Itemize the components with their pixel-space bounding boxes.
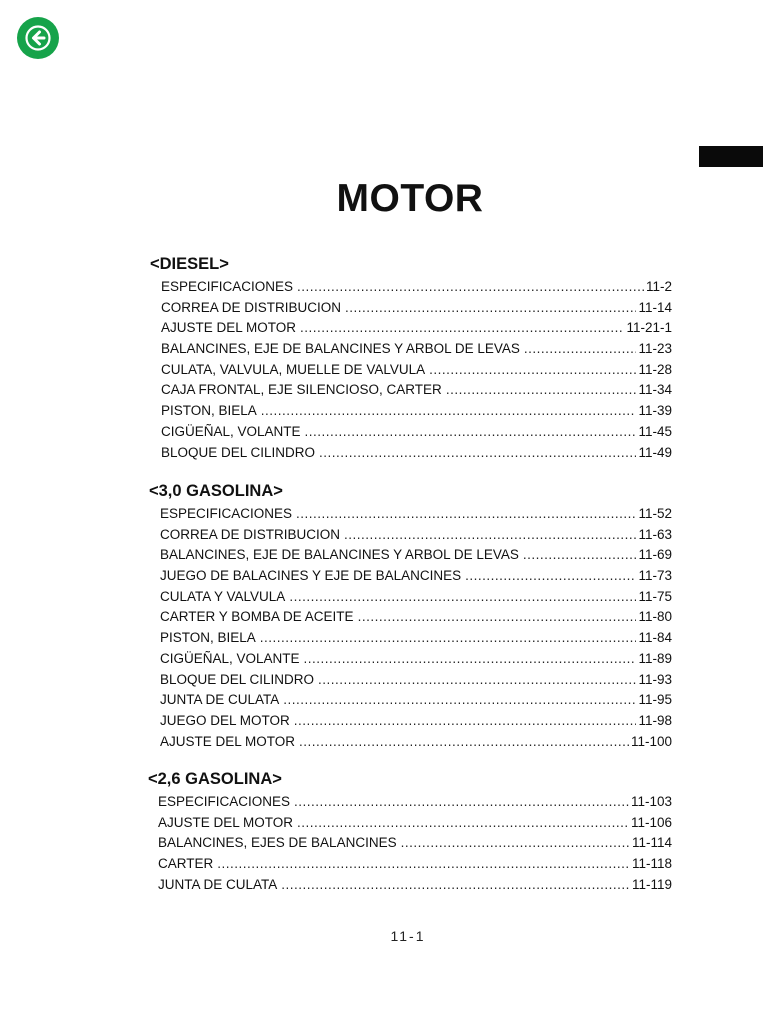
toc-entry-title: CORREA DE DISTRIBUCION	[160, 526, 341, 542]
toc-entry-title: ESPECIFICACIONES	[158, 794, 291, 809]
toc-entry[interactable]	[161, 380, 672, 401]
section-heading: <3,0 GASOLINA>	[149, 482, 283, 500]
toc-entry-title: BALANCINES, EJE DE BALANCINES Y ARBOL DE LEVAS	[161, 341, 520, 357]
toc-entry[interactable]	[161, 422, 672, 443]
toc-entry-page: 11-69	[638, 547, 672, 563]
toc-entry[interactable]	[161, 360, 672, 381]
toc-entry-title: JUNTA DE CULATA	[158, 876, 278, 892]
toc-entry-title: JUEGO DE BALACINES Y EJE DE BALANCINES	[160, 568, 462, 584]
toc-entry[interactable]	[160, 711, 672, 732]
toc-entry[interactable]	[160, 607, 672, 628]
toc-entry-title: CIGÜEÑAL, VOLANTE	[160, 650, 300, 666]
toc-entry-page: 11-73	[638, 568, 672, 584]
toc-entry-title: ESPECIFICACIONES	[160, 506, 293, 521]
toc-entry-page: 11-95	[638, 692, 672, 708]
toc-entry-title: CAJA FRONTAL, EJE SILENCIOSO, CARTER	[161, 382, 442, 398]
toc-entry[interactable]	[158, 854, 672, 875]
toc-dot-leader	[281, 875, 630, 896]
toc-entry[interactable]	[160, 732, 672, 753]
toc-dot-leader	[524, 339, 637, 360]
toc-entry-title: PISTON, BIELA	[160, 630, 256, 646]
toc-dot-leader	[261, 401, 637, 422]
toc-dot-leader	[260, 628, 637, 649]
toc-list	[149, 504, 672, 752]
toc-dot-leader	[297, 813, 629, 834]
toc-dot-leader	[296, 504, 636, 525]
toc-entry-page: 11-49	[638, 444, 672, 460]
toc-entry[interactable]	[160, 628, 672, 649]
toc-entry-title: AJUSTE DEL MOTOR	[160, 733, 296, 749]
toc-dot-leader	[294, 792, 629, 813]
page-title: MOTOR	[336, 177, 484, 220]
toc-entry[interactable]	[160, 566, 672, 587]
toc-entry-page: 11-63	[638, 526, 672, 542]
toc-dot-leader	[319, 443, 636, 464]
toc-dot-leader	[300, 318, 624, 339]
toc-entry-page: 11-2	[645, 279, 672, 294]
toc-dot-leader	[446, 380, 637, 401]
toc-list	[150, 277, 672, 463]
toc-entry-title: AJUSTE DEL MOTOR	[158, 814, 294, 830]
toc-dot-leader	[305, 422, 637, 443]
toc-dot-leader	[299, 732, 629, 753]
toc-entry-page: 11-80	[638, 609, 672, 625]
toc-entry-page: 11-106	[630, 814, 672, 830]
toc-entry[interactable]	[161, 339, 672, 360]
section-gasolina-3-0	[149, 480, 672, 752]
section-heading: <DIESEL>	[150, 255, 229, 273]
toc-entry-title: BALANCINES, EJE DE BALANCINES Y ARBOL DE LEVAS	[160, 547, 519, 563]
section-diesel	[150, 253, 672, 463]
toc-entry[interactable]	[160, 504, 672, 525]
toc-entry-title: ESPECIFICACIONES	[161, 279, 294, 294]
toc-entry[interactable]	[158, 833, 672, 854]
toc-entry-page: 11-45	[638, 423, 672, 439]
toc-entry[interactable]	[161, 401, 672, 422]
toc-dot-leader	[358, 607, 637, 628]
toc-entry-page: 11-39	[638, 403, 672, 419]
toc-entry-page: 11-118	[631, 856, 672, 872]
toc-dot-leader	[217, 854, 630, 875]
toc-dot-leader	[283, 690, 636, 711]
toc-entry[interactable]	[158, 813, 672, 834]
toc-dot-leader	[465, 566, 636, 587]
toc-dot-leader	[294, 711, 637, 732]
toc-dot-leader	[318, 670, 636, 691]
toc-entry-page: 11-34	[638, 382, 672, 398]
toc-dot-leader	[345, 298, 636, 319]
toc-entry-page: 11-14	[638, 299, 672, 315]
toc-entry-title: BLOQUE DEL CILINDRO	[161, 444, 316, 460]
toc-entry[interactable]	[158, 875, 672, 896]
toc-entry[interactable]	[161, 277, 672, 298]
toc-entry[interactable]	[161, 298, 672, 319]
back-button[interactable]	[17, 17, 59, 59]
page-number: 11-1	[390, 928, 426, 944]
toc-entry[interactable]	[158, 792, 672, 813]
toc-entry[interactable]	[160, 690, 672, 711]
toc-entry[interactable]	[160, 670, 672, 691]
toc-dot-leader	[304, 649, 637, 670]
toc-entry-title: CARTER	[158, 856, 214, 872]
toc-entry-title: CIGÜEÑAL, VOLANTE	[161, 423, 301, 439]
toc-entry[interactable]	[160, 525, 672, 546]
toc-entry-title: CULATA Y VALVULA	[160, 588, 286, 604]
toc-entry-page: 11-103	[630, 794, 672, 809]
toc-dot-leader	[344, 525, 636, 546]
toc-entry-title: AJUSTE DEL MOTOR	[161, 320, 297, 336]
toc-entry-title: BALANCINES, EJES DE BALANCINES	[158, 835, 397, 851]
toc-entry-title: CORREA DE DISTRIBUCION	[161, 299, 342, 315]
toc-dot-leader	[401, 833, 630, 854]
toc-dot-leader	[429, 360, 636, 381]
toc-entry-title: PISTON, BIELA	[161, 403, 257, 419]
toc-entry-title: BLOQUE DEL CILINDRO	[160, 671, 315, 687]
toc-dot-leader	[523, 545, 637, 566]
toc-entry[interactable]	[160, 545, 672, 566]
section-heading: <2,6 GASOLINA>	[148, 770, 282, 788]
toc-entry-page: 11-23	[638, 341, 672, 357]
toc-entry-page: 11-21-1	[626, 320, 672, 336]
toc-entry[interactable]	[160, 649, 672, 670]
section-tab-marker	[699, 146, 763, 167]
toc-entry-page: 11-52	[638, 506, 672, 521]
toc-entry-title: CARTER Y BOMBA DE ACEITE	[160, 609, 354, 625]
toc-entry-page: 11-28	[638, 361, 672, 377]
arrow-left-icon	[25, 25, 51, 51]
toc-entry-page: 11-119	[631, 876, 672, 892]
toc-entry[interactable]	[161, 318, 672, 339]
toc-entry-title: CULATA, VALVULA, MUELLE DE VALVULA	[161, 361, 426, 377]
toc-entry-page: 11-84	[638, 630, 672, 646]
toc-entry-page: 11-75	[638, 588, 672, 604]
toc-entry-page: 11-114	[631, 835, 672, 851]
toc-entry[interactable]	[161, 443, 672, 464]
toc-dot-leader	[297, 277, 644, 298]
toc-entry-page: 11-93	[638, 671, 672, 687]
toc-list	[148, 792, 672, 895]
section-gasolina-2-6	[148, 768, 672, 895]
toc-entry-page: 11-98	[638, 712, 672, 728]
toc-entry-title: JUNTA DE CULATA	[160, 692, 280, 708]
toc-entry-title: JUEGO DEL MOTOR	[160, 712, 290, 728]
toc-entry-page: 11-100	[630, 733, 672, 749]
toc-dot-leader	[289, 587, 636, 608]
toc-entry-page: 11-89	[638, 650, 672, 666]
toc-entry[interactable]	[160, 587, 672, 608]
